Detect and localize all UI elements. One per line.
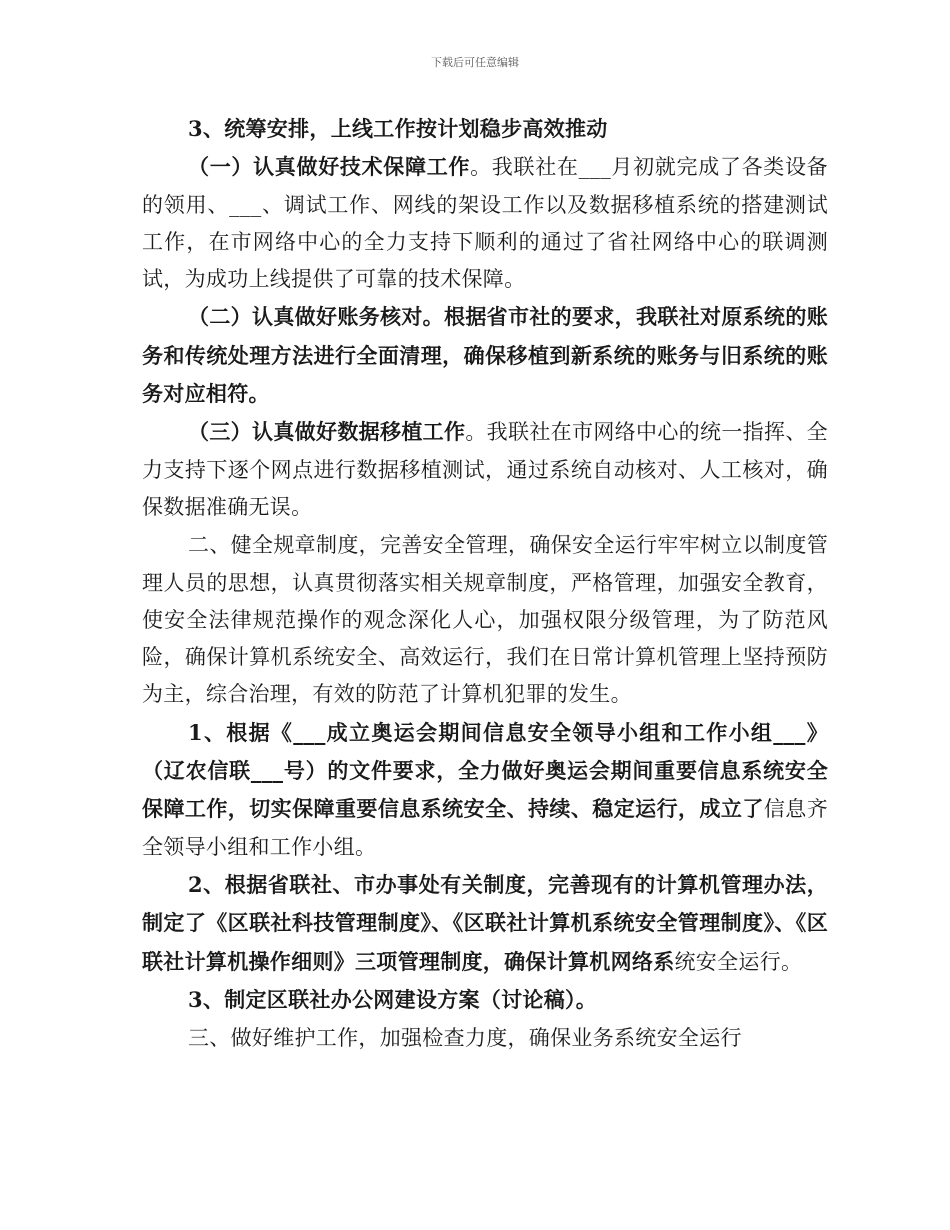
- paragraph-bold: （二）认真做好账务核对。根据省市社的要求，我联社对原系统的账务和传统处理方法进行全面清理，确保移植到新系统的账务与旧系统的账务对应相符。: [142, 304, 828, 407]
- paragraph-bold: 3、统筹安排，上线工作按计划稳步高效推动: [188, 116, 608, 141]
- document-body: [142, 110, 828, 1057]
- paragraph-text: 信息齐全领导小组和工作小组。: [142, 797, 828, 859]
- paragraph: [142, 714, 828, 866]
- paragraph: [142, 526, 828, 713]
- paragraph: [142, 148, 828, 298]
- paragraph: [142, 298, 828, 413]
- paragraph: [142, 413, 828, 526]
- page-header: 下载后可任意编辑: [431, 56, 519, 69]
- paragraph-bold: （三）认真做好数据移植工作: [188, 419, 466, 445]
- paragraph-bold: 1、根据《___成立奥运会期间信息安全领导小组和工作小组___》（辽农信联___号）的文件要求，全力做好奥运会期间重要信息系统安全保障工作，切实保障重要信息系统安全、持续、稳定运行，成立了: [142, 719, 828, 822]
- paragraph-text: 二、健全规章制度，完善安全管理，确保安全运行牢牢树立以制度管理人员的思想，认真贯彻落实相关规章制度，严格管理，加强安全教育，使安全法律规范操作的观念深化人心，加强权限分级管理，为了防范风险，确保计算机系统安全、高效运行，我们在日常计算机管理上坚持预防为主，综合治理，有效的防范了计算机犯罪的发生。: [142, 533, 828, 707]
- paragraph: [142, 110, 828, 148]
- paragraph-text: 统安全运行。: [674, 949, 803, 974]
- paragraph-text: 。我联社在市网络中心的统一指挥、全力支持下逐个网点进行数据移植测试，通过系统自动核对、人工核对，确保数据准确无误。: [142, 420, 828, 519]
- paragraph-text: 三、做好维护工作，加强检查力度，确保业务系统安全运行: [188, 1026, 742, 1051]
- paragraph: [142, 866, 828, 981]
- paragraph: [142, 981, 828, 1019]
- paragraph-bold: 3、制定区联社办公网建设方案（讨论稿）。: [188, 986, 598, 1012]
- paragraph-bold: 2、根据省联社、市办事处有关制度，完善现有的计算机管理办法，制定了《区联社科技管理制度》、《区联社计算机系统安全管理制度》、《区联社计算机操作细则》三项管理制度，确保计算机网络系: [142, 871, 828, 974]
- paragraph-bold: （一）认真做好技术保障工作: [188, 154, 471, 180]
- paragraph-text: 。我联社在___月初就完成了各类设备的领用、___、调试工作、网线的架设工作以及数据移植系统的搭建测试工作，在市网络中心的全力支持下顺利的通过了省社网络中心的联调测试，为成功上线提供了可靠的技术保障。: [142, 155, 828, 292]
- paragraph: [142, 1019, 828, 1057]
